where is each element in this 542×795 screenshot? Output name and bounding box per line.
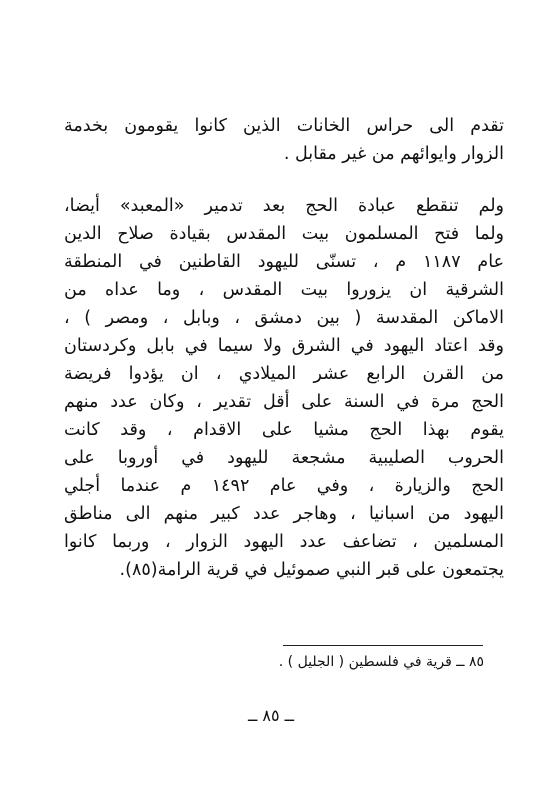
text-line: من القرن الرابع عشر الميلادي ، ان يؤدوا فريضة (64, 364, 504, 384)
text-line: اليهود من اسبانيا ، وهاجر عدد كبير منهم الى مناطق (64, 504, 504, 524)
text-line: يجتمعون على قبر النبي صموئيل في قرية الرامة(٨٥). (119, 560, 504, 580)
text-line: وقد اعتاد اليهود في الشرق ولا سيما في بابل وكردستان (64, 336, 504, 356)
text-line: الحروب الصليبية مشجعة لليهود في أوروبا على (64, 448, 504, 468)
text-line: المسلمين ، تضاعف عدد اليهود الزوار ، وربما كانوا (64, 532, 504, 552)
text-line: تقدم الى حراس الخانات الذين كانوا يقومون بخدمة (64, 116, 504, 136)
text-line: عام ١١٨٧ م ، تسنّى لليهود القاطنين في المنطقة (64, 252, 505, 272)
footnote-divider (283, 645, 483, 646)
footnote: ٨٥ ــ قرية في فلسطين ( الجليل ) . (278, 654, 484, 670)
text-line: ولم تنقطع عبادة الحج بعد تدمير «المعبد» أيضا، (64, 196, 504, 216)
paragraph-1 (64, 112, 504, 168)
text-line: الاماكن المقدسة ( بين دمشق ، وبابل ، ومصر ) ، (64, 308, 504, 328)
text-line: الشرقية ان يزوروا بيت المقدس ، وما عداه من (64, 280, 504, 300)
text-line: الحج مرة في السنة على أقل تقدير ، وكان عدد منهم (64, 392, 504, 412)
text-line: الحج والزيارة ، وفي عام ١٤٩٢ م عندما أجلي (64, 476, 504, 496)
text-line: الزوار وايوائهم من غير مقابل . (283, 144, 504, 164)
text-line: يقوم بهذا الحج مشيا على الاقدام ، وقد كانت (64, 420, 504, 440)
text-line: ولما فتح المسلمون بيت المقدس بقيادة صلاح الدين (64, 224, 504, 244)
paragraph-2 (64, 192, 504, 584)
page-number: ــ ٨٥ ــ (247, 706, 295, 725)
